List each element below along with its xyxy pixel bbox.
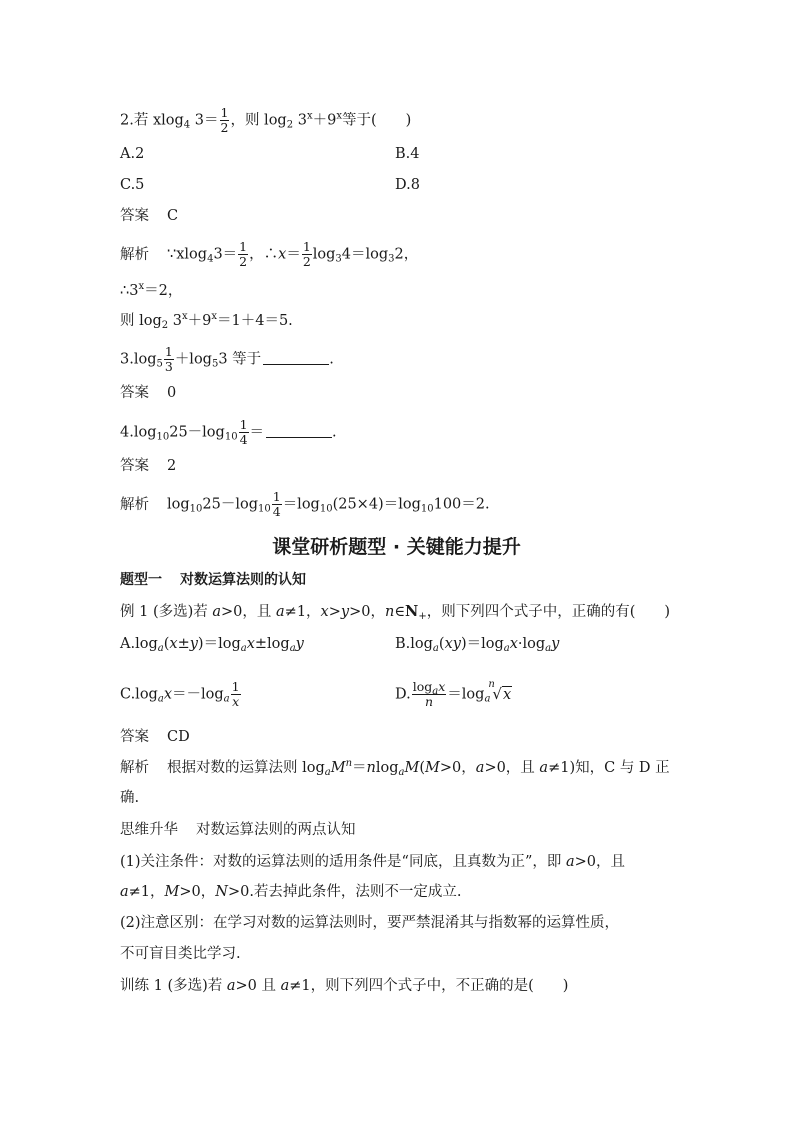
fraction bbox=[272, 490, 282, 519]
answer-value: 0 bbox=[167, 385, 177, 401]
subscript: a bbox=[398, 767, 405, 778]
q4-analysis bbox=[120, 490, 490, 519]
thinking-p1-line2 bbox=[120, 882, 462, 902]
text: x bbox=[438, 679, 446, 694]
text: ·log bbox=[517, 636, 546, 652]
analysis-label: 解析 bbox=[120, 760, 149, 776]
text: ＝－log bbox=[172, 686, 224, 703]
text: ≠1， bbox=[284, 604, 321, 620]
text: ( bbox=[163, 636, 170, 652]
text: M bbox=[425, 760, 440, 776]
text: >0， bbox=[349, 604, 385, 620]
text: ＝ bbox=[249, 424, 265, 441]
text: ≠1，则下列四个式子中，不正确的是( ) bbox=[289, 978, 569, 994]
radicand: x bbox=[502, 686, 512, 703]
text: 3＝ bbox=[190, 112, 219, 129]
thinking-heading bbox=[120, 820, 356, 840]
ex1-analysis-1 bbox=[120, 758, 670, 778]
text: ＝1＋4＝5. bbox=[217, 313, 293, 329]
text: log bbox=[412, 679, 433, 694]
text: y bbox=[551, 636, 560, 652]
thinking-p2-line2: 不可盲目类比学习. bbox=[120, 946, 241, 962]
ex1-analysis-2: 确. bbox=[120, 790, 140, 806]
subscript: 2 bbox=[161, 320, 169, 331]
subscript: 5 bbox=[211, 358, 219, 370]
q4-answer bbox=[120, 456, 176, 476]
denominator: 4 bbox=[239, 432, 248, 447]
answer-label: 答案 bbox=[120, 729, 149, 745]
subscript: 10 bbox=[258, 503, 271, 515]
text: xlog bbox=[152, 112, 184, 129]
answer-value: CD bbox=[167, 729, 190, 745]
numerator: 1 bbox=[220, 105, 229, 120]
subscript: a bbox=[484, 693, 491, 705]
text: ± bbox=[177, 636, 190, 652]
type-label: 题型一 bbox=[120, 572, 162, 588]
text: B.log bbox=[395, 636, 433, 652]
text: a bbox=[276, 604, 285, 620]
text: >0， bbox=[179, 884, 216, 900]
q3-answer bbox=[120, 383, 176, 403]
denominator: 4 bbox=[272, 504, 281, 519]
text: 4.log bbox=[120, 424, 157, 441]
text: 3 等于 bbox=[218, 351, 262, 368]
thinking-p2-line1: (2)注意区别：在学习对数的运算法则时，要严禁混淆其与指数幂的运算性质， bbox=[120, 915, 620, 931]
subscript: 3 bbox=[388, 253, 395, 265]
subscript: 10 bbox=[319, 503, 333, 515]
text: . bbox=[332, 424, 337, 441]
text: a bbox=[565, 854, 575, 870]
section-title: 课堂研析题型 · 关键能力提升 bbox=[272, 536, 521, 558]
q2-option-d: D.8 bbox=[395, 177, 420, 193]
subscript: 10 bbox=[224, 431, 238, 443]
thinking-title: 对数运算法则的两点认知 bbox=[196, 822, 356, 838]
ex1-option-c bbox=[120, 680, 242, 709]
text: >0， bbox=[439, 760, 476, 776]
text: 则 log bbox=[120, 313, 162, 329]
text: M bbox=[164, 884, 180, 900]
ex1-option-b bbox=[395, 634, 559, 654]
subscript: a bbox=[432, 686, 439, 697]
type1-heading bbox=[120, 570, 306, 590]
fraction bbox=[412, 680, 447, 709]
ex1-option-a bbox=[120, 634, 304, 654]
text: x bbox=[246, 636, 255, 652]
denominator: x bbox=[232, 694, 240, 709]
text: C.log bbox=[120, 686, 158, 703]
text: 25－log bbox=[202, 496, 258, 513]
numerator bbox=[412, 680, 447, 695]
text: xy bbox=[444, 636, 461, 652]
text: 3.log bbox=[120, 351, 157, 368]
ex1-stem bbox=[120, 602, 670, 622]
text: 25－log bbox=[169, 424, 225, 441]
numerator: 1 bbox=[302, 239, 311, 254]
q2-option-c: C.5 bbox=[120, 177, 145, 193]
q3-stem bbox=[120, 345, 334, 374]
subscript: 10 bbox=[420, 503, 434, 515]
subscript: a bbox=[503, 643, 510, 654]
text: 2.若 bbox=[120, 112, 153, 129]
text: 100＝2. bbox=[433, 496, 490, 513]
text: x bbox=[169, 636, 178, 652]
text: 3 bbox=[168, 313, 182, 329]
subscript: a bbox=[324, 767, 331, 778]
text: a bbox=[212, 604, 222, 620]
q2-answer bbox=[120, 206, 178, 226]
text: (1)关注条件：对数的运算法则的适用条件是“同底，且真数为正”，即 bbox=[120, 854, 566, 870]
subscript: 4 bbox=[207, 253, 214, 265]
thinking-label: 思维升华 bbox=[120, 822, 178, 838]
text: x bbox=[509, 636, 518, 652]
type-title: 对数运算法则的认知 bbox=[180, 572, 306, 588]
train1-stem bbox=[120, 976, 568, 996]
text: log bbox=[312, 246, 336, 263]
subscript: 4 bbox=[183, 119, 191, 131]
text: N bbox=[215, 884, 228, 900]
q2-analysis-2 bbox=[120, 281, 182, 301]
denominator: 2 bbox=[220, 120, 229, 135]
text: ∵xlog bbox=[167, 246, 208, 263]
text: 2， bbox=[394, 246, 419, 263]
text: >0 且 bbox=[235, 978, 281, 994]
text: > bbox=[328, 604, 341, 620]
text: (25×4)＝log bbox=[332, 496, 421, 513]
numerator: 1 bbox=[239, 239, 248, 254]
answer-blank bbox=[266, 423, 332, 438]
denominator: n bbox=[424, 694, 434, 709]
fraction bbox=[239, 418, 249, 447]
subscript: 3 bbox=[335, 253, 342, 265]
subscript: a bbox=[240, 643, 247, 654]
text: y bbox=[189, 636, 198, 652]
text: ＝ bbox=[352, 760, 367, 776]
q2-analysis-1 bbox=[120, 240, 418, 269]
text: D. bbox=[395, 686, 411, 703]
subscript: a bbox=[157, 643, 164, 654]
text: 3＝ bbox=[213, 246, 238, 263]
text: )＝log bbox=[460, 636, 504, 652]
text: ( bbox=[419, 760, 426, 776]
text: >0，且 bbox=[484, 760, 540, 776]
text: x bbox=[278, 246, 287, 263]
text: N bbox=[405, 603, 419, 620]
text: ∴3 bbox=[120, 283, 139, 299]
q4-stem bbox=[120, 418, 337, 447]
radical bbox=[488, 678, 512, 705]
fraction bbox=[164, 345, 174, 374]
text: ≠1)知，C 与 D 正 bbox=[548, 760, 670, 776]
subscript: + bbox=[418, 611, 427, 622]
subscript: a bbox=[289, 643, 296, 654]
text: ∈ bbox=[394, 604, 406, 620]
subscript: 2 bbox=[286, 119, 294, 131]
radical-index: n bbox=[488, 678, 495, 690]
text: 训练 1 (多选)若 bbox=[120, 978, 227, 994]
text: ＋9 bbox=[187, 313, 212, 329]
text: ，则下列四个式子中，正确的有( ) bbox=[426, 604, 671, 620]
text: >0，且 bbox=[221, 604, 277, 620]
q2-option-b: B.4 bbox=[395, 146, 420, 162]
text: ＋log bbox=[174, 351, 212, 368]
numerator: 1 bbox=[164, 344, 173, 359]
numerator: 1 bbox=[231, 679, 240, 694]
subscript: 10 bbox=[156, 431, 170, 443]
superscript: x bbox=[306, 110, 313, 122]
subscript: 10 bbox=[189, 503, 203, 515]
text: 4＝log bbox=[341, 246, 389, 263]
answer-value: C bbox=[167, 208, 179, 224]
text: )＝log bbox=[197, 636, 241, 652]
text: ＝ bbox=[286, 246, 301, 263]
answer-blank bbox=[263, 350, 329, 365]
numerator: 1 bbox=[239, 417, 248, 432]
text: log bbox=[375, 760, 399, 776]
subscript: a bbox=[223, 693, 230, 705]
text: ±log bbox=[254, 636, 290, 652]
text: a bbox=[280, 978, 290, 994]
subscript: 5 bbox=[156, 358, 163, 370]
text: M bbox=[404, 760, 420, 776]
text: A.log bbox=[120, 636, 158, 652]
denominator: 2 bbox=[239, 254, 248, 269]
superscript: x bbox=[211, 311, 217, 322]
subscript: a bbox=[157, 693, 164, 705]
superscript: n bbox=[345, 758, 353, 769]
text: x bbox=[320, 604, 329, 620]
analysis-label: 解析 bbox=[120, 496, 149, 513]
subscript: a bbox=[432, 643, 439, 654]
text: ＝log bbox=[282, 496, 320, 513]
text: 等于( ) bbox=[341, 112, 412, 129]
text: a bbox=[120, 884, 129, 900]
superscript: x bbox=[336, 110, 342, 122]
fraction bbox=[302, 240, 312, 269]
text: ( bbox=[438, 636, 445, 652]
text: n bbox=[366, 760, 376, 776]
numerator: 1 bbox=[272, 489, 281, 504]
text: M bbox=[330, 760, 346, 776]
answer-value: 2 bbox=[167, 458, 177, 474]
text: ，则 log bbox=[230, 112, 287, 129]
denominator: 3 bbox=[164, 359, 173, 374]
text: a bbox=[226, 978, 236, 994]
text: a bbox=[475, 760, 485, 776]
text: 3 bbox=[293, 112, 307, 129]
superscript: x bbox=[138, 281, 145, 292]
text: >0.若去掉此条件，法则不一定成立. bbox=[227, 884, 462, 900]
text: 根据对数的运算法则 log bbox=[167, 760, 325, 776]
radical-sign: √ bbox=[492, 684, 502, 703]
answer-label: 答案 bbox=[120, 208, 149, 224]
text: ＋9 bbox=[312, 112, 337, 129]
text: y bbox=[295, 636, 304, 652]
ex1-option-d bbox=[395, 680, 512, 709]
answer-label: 答案 bbox=[120, 458, 149, 474]
text: y bbox=[340, 604, 350, 620]
q2-stem bbox=[120, 106, 411, 135]
fraction bbox=[238, 240, 248, 269]
text: >0，且 bbox=[574, 854, 626, 870]
fraction bbox=[220, 106, 230, 135]
subscript: a bbox=[545, 643, 552, 654]
denominator: 2 bbox=[302, 254, 311, 269]
ex1-answer bbox=[120, 727, 190, 747]
q2-analysis-3 bbox=[120, 311, 293, 331]
text: log bbox=[167, 496, 190, 513]
text: ，∴ bbox=[249, 246, 279, 263]
superscript: x bbox=[181, 311, 188, 322]
text: 例 1 (多选)若 bbox=[120, 604, 213, 620]
text: . bbox=[329, 351, 334, 368]
thinking-p1-line1 bbox=[120, 852, 625, 872]
fraction bbox=[231, 680, 241, 709]
analysis-label: 解析 bbox=[120, 246, 149, 263]
text: ≠1， bbox=[128, 884, 165, 900]
text: n bbox=[384, 604, 395, 620]
text: x bbox=[163, 686, 172, 703]
text: a bbox=[539, 760, 549, 776]
text: ＝log bbox=[447, 686, 485, 703]
q2-option-a: A.2 bbox=[120, 146, 145, 162]
answer-label: 答案 bbox=[120, 385, 149, 401]
text: ＝2， bbox=[144, 283, 183, 299]
